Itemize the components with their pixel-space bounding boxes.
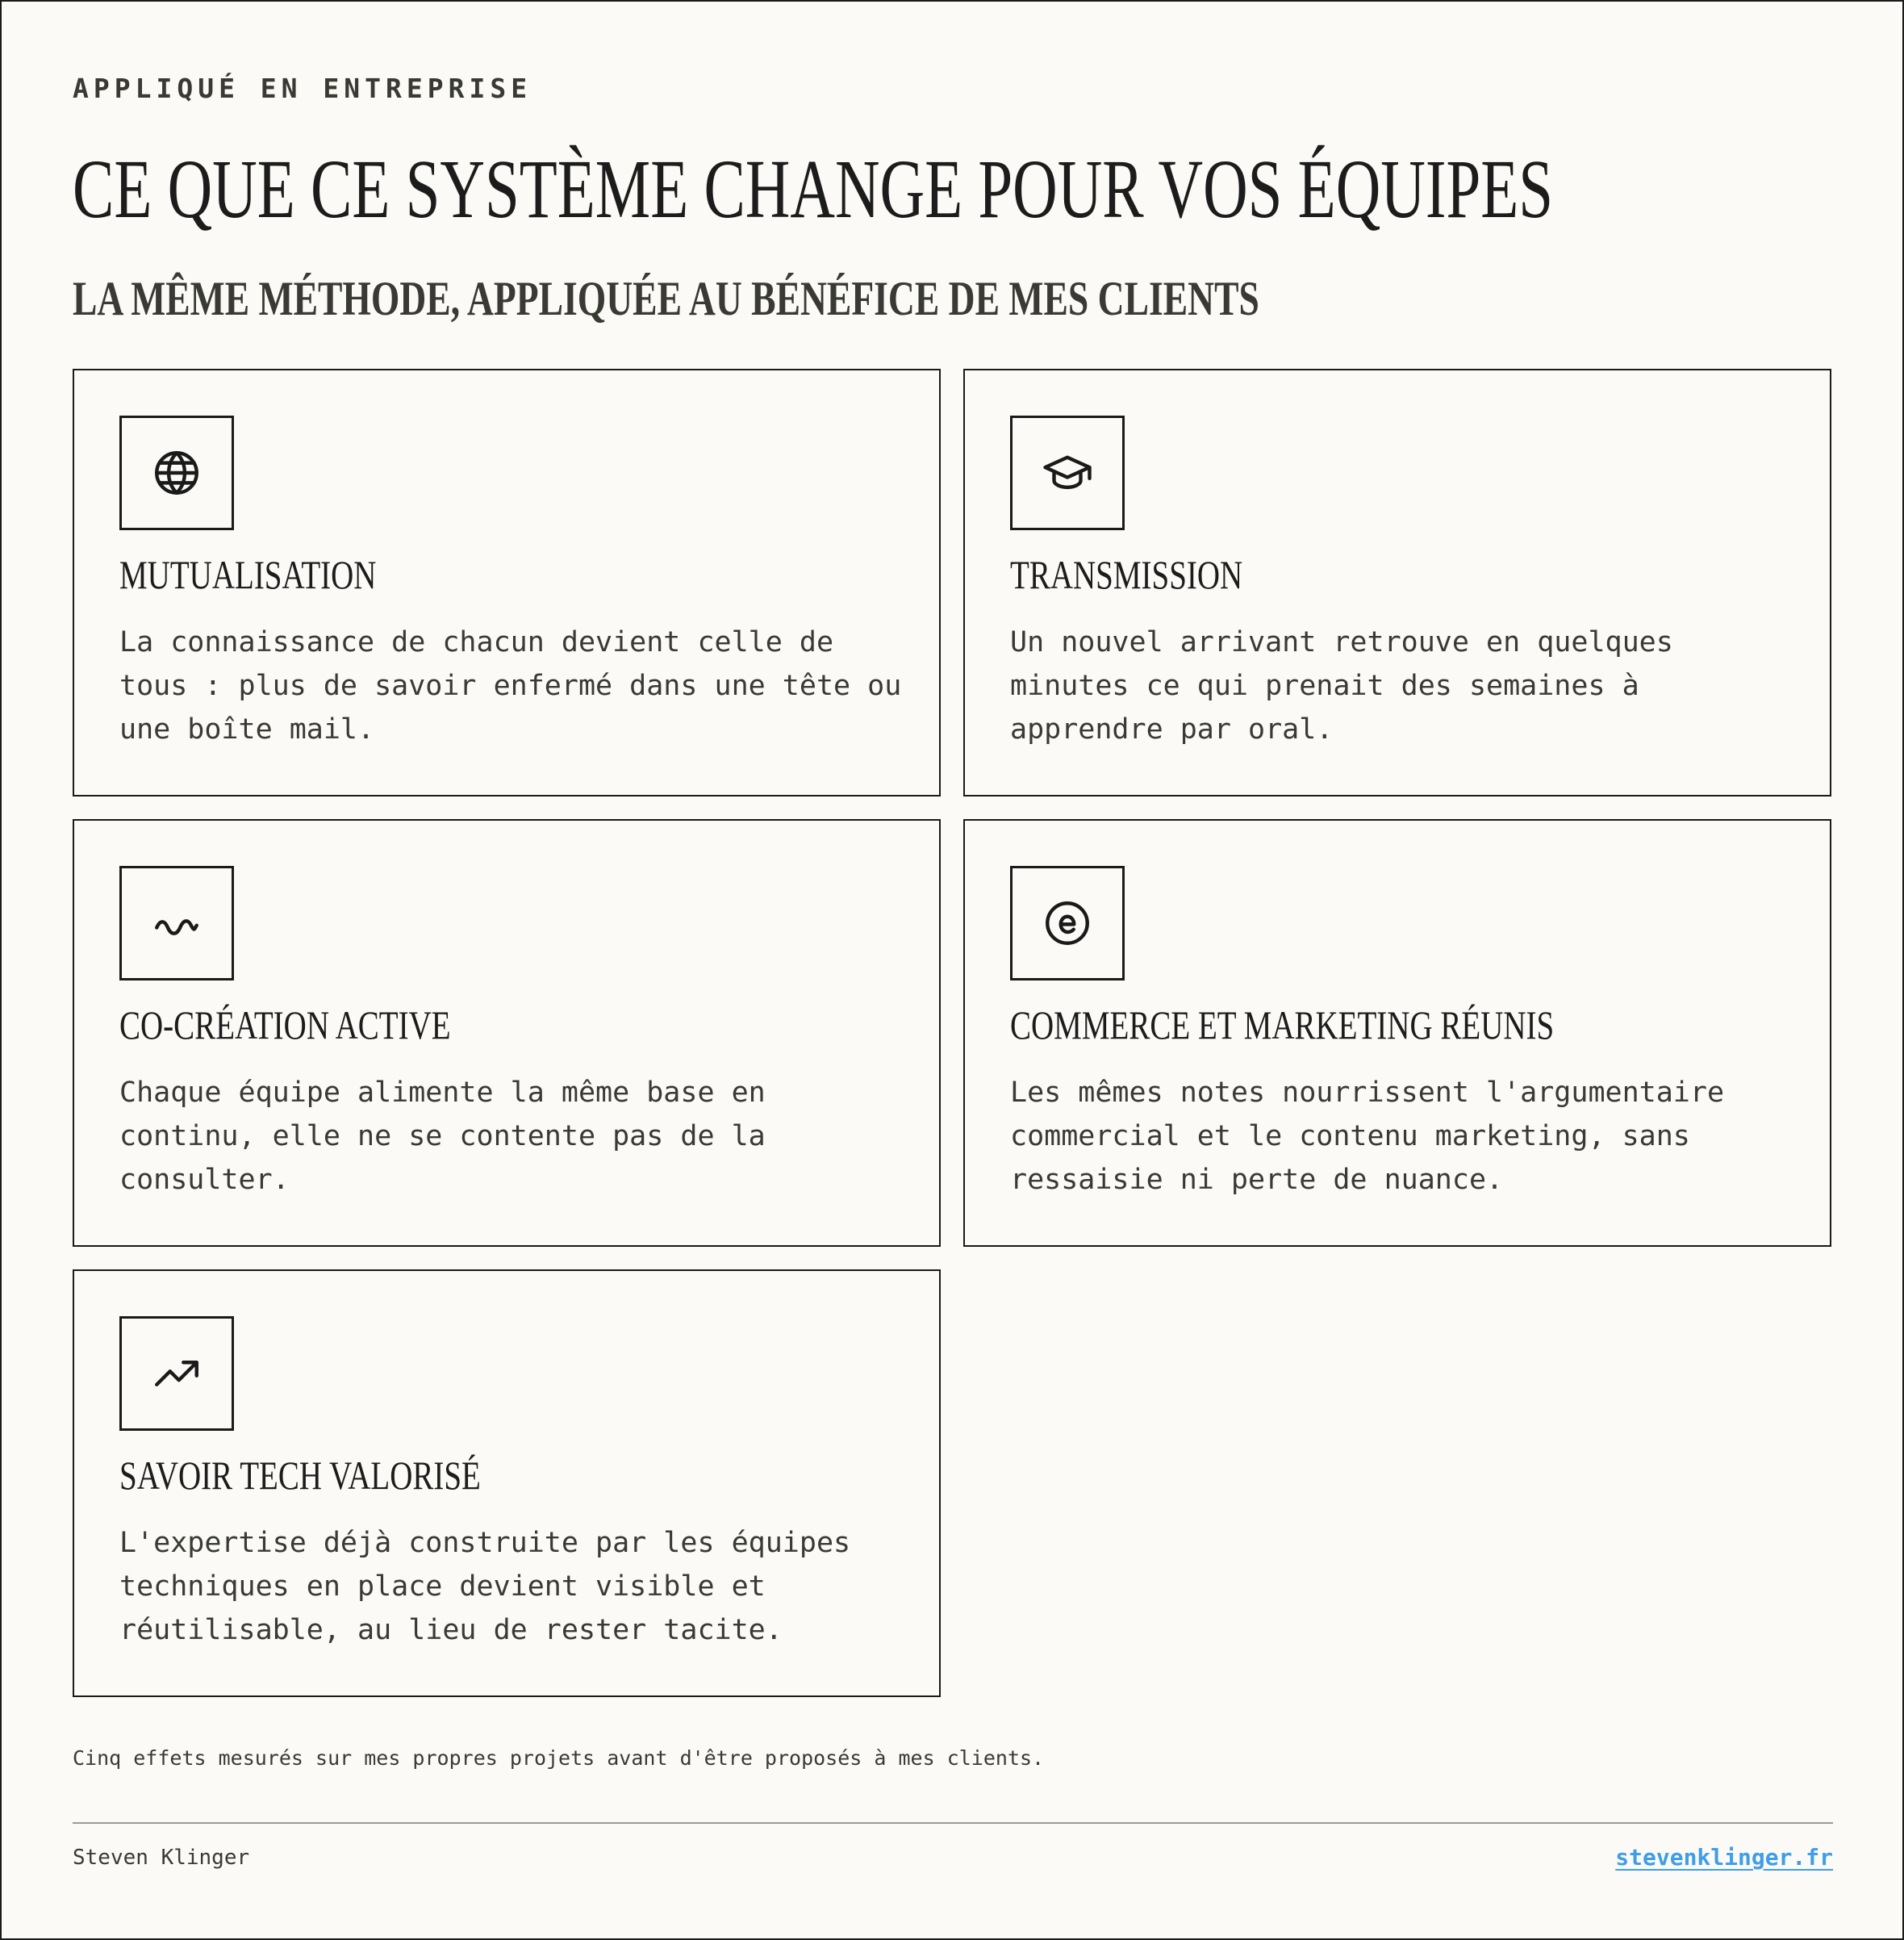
wave-icon bbox=[119, 866, 234, 980]
card-text: L'expertise déjà construite par les équipes techniques en place devient visible et réutilisable, au lieu de rester tacite. bbox=[119, 1527, 851, 1646]
globe-icon bbox=[119, 416, 234, 530]
card-text: Un nouvel arrivant retrouve en quelques minutes ce qui prenait des semaines à apprendre par oral. bbox=[1010, 626, 1673, 746]
card-mutualisation bbox=[73, 369, 941, 796]
card-title: SAVOIR TECH VALORISÉ bbox=[119, 1453, 481, 1498]
divider bbox=[73, 1822, 1833, 1824]
card-title: COMMERCE ET MARKETING RÉUNIS bbox=[1010, 1002, 1555, 1047]
footnote: Cinq effets mesurés sur mes propres projets avant d'être proposés à mes clients. bbox=[73, 1746, 1045, 1770]
card-title: TRANSMISSION bbox=[1010, 552, 1243, 597]
card-transmission bbox=[963, 369, 1831, 796]
card-title: MUTUALISATION bbox=[119, 552, 377, 597]
website-link[interactable]: stevenklinger.fr bbox=[1615, 1844, 1833, 1871]
card-title: CO-CRÉATION ACTIVE bbox=[119, 1002, 451, 1047]
card-commerce-marketing bbox=[963, 819, 1831, 1247]
page-title: CE QUE CE SYSTÈME CHANGE POUR VOS ÉQUIPES bbox=[73, 143, 1554, 236]
eyebrow: APPLIQUÉ EN ENTREPRISE bbox=[73, 73, 532, 104]
card-text: La connaissance de chacun devient celle de tous : plus de savoir enfermé dans une tête ou une boîte mail. bbox=[119, 626, 902, 746]
trending-up-icon bbox=[119, 1316, 234, 1431]
card-savoir-tech bbox=[73, 1269, 941, 1697]
card-text: Les mêmes notes nourrissent l'argumentaire commercial et le contenu marketing, sans ressaisie ni perte de nuance. bbox=[1010, 1077, 1725, 1196]
author-name: Steven Klinger bbox=[73, 1846, 250, 1870]
card-co-creation bbox=[73, 819, 941, 1247]
graduation-cap-icon bbox=[1010, 416, 1125, 530]
page-subtitle: LA MÊME MÉTHODE, APPLIQUÉE AU BÉNÉFICE DE MES CLIENTS bbox=[73, 272, 1259, 325]
card-text: Chaque équipe alimente la même base en continu, elle ne se contente pas de la consulter. bbox=[119, 1077, 766, 1196]
circle-e-icon bbox=[1010, 866, 1125, 980]
